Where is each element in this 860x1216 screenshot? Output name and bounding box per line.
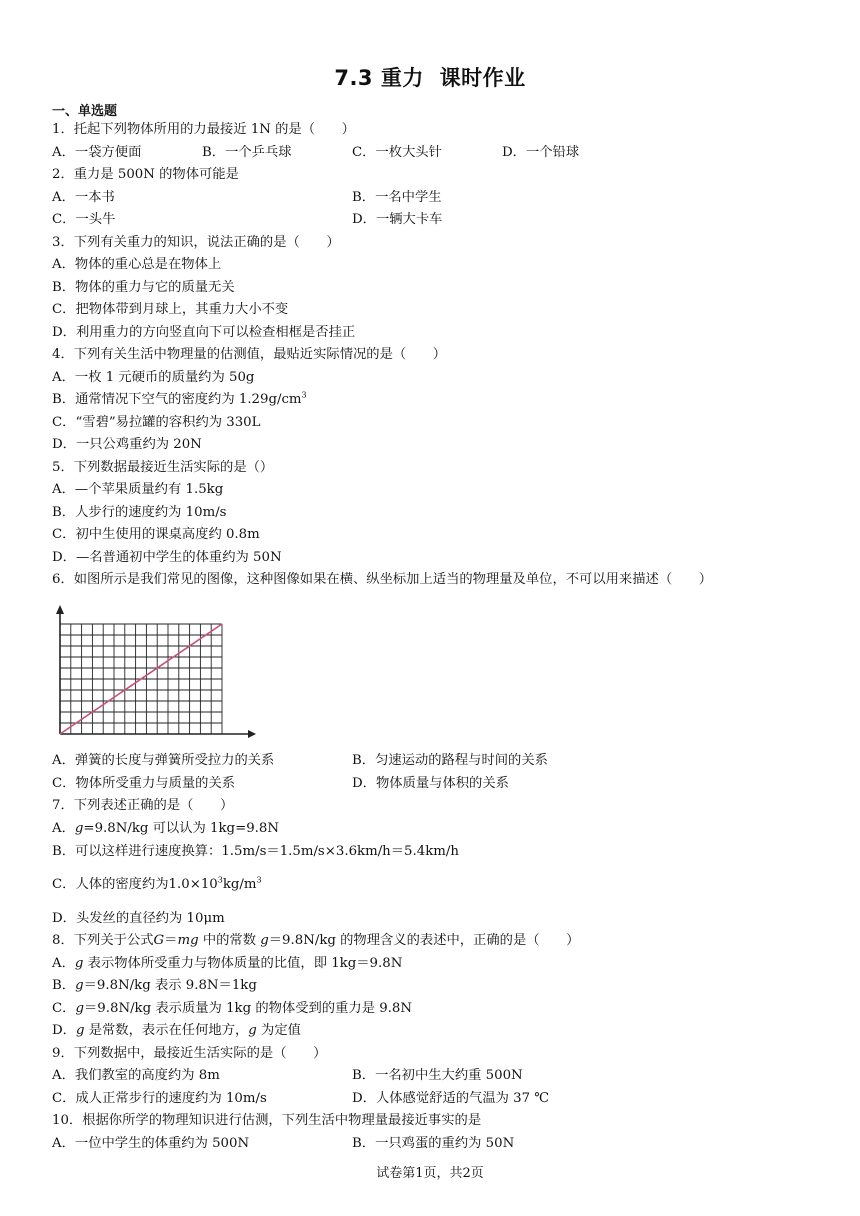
q6-option-a: A．弹簧的长度与弹簧所受拉力的关系 (52, 753, 275, 768)
q4-option-b-exponent: 3 (301, 390, 307, 400)
q8-option-d-g: g (75, 1023, 85, 1038)
q7-stem: 7．下列表述正确的是（ ） (52, 798, 234, 813)
q1-option-c: C．一枚大头针 (352, 145, 442, 160)
q6-option-b: B．匀速运动的路程与时间的关系 (352, 753, 548, 768)
title-subtitle: 课时作业 (439, 66, 526, 90)
q2-stem: 2．重力是 500N 的物体可能是 (52, 167, 239, 182)
q7-option-a-text: =9.8N/kg 可以认为 1kg=9.8N (83, 821, 279, 836)
q4-option-d: D．一只公鸡重约为 20N (52, 437, 202, 452)
q6-option-d: D．物体质量与体积的关系 (352, 776, 509, 791)
q8-option-d-end: 为定值 (256, 1023, 301, 1038)
q3-option-b: B．物体的重力与它的质量无关 (52, 280, 235, 295)
q7-option-a-g: g (74, 821, 84, 836)
q8-option-c-g: g (75, 1001, 84, 1016)
q8-option-b-g: g (75, 978, 84, 993)
q7-option-c-unit-exponent: 3 (256, 875, 262, 885)
q8-option-b-text: ＝9.8N/kg 表示 9.8N＝1kg (83, 978, 257, 993)
q10-stem: 10．根据你所学的物理知识进行估测，下列生活中物理量最接近事实的是 (52, 1113, 482, 1128)
page-title (0, 62, 860, 92)
q4-option-c: C．“雪碧”易拉罐的容积约为 330L (52, 415, 261, 430)
q8-formula-eq: ＝ (164, 933, 178, 948)
q5-option-d: D．—名普通初中学生的体重约为 50N (52, 550, 282, 565)
q7-option-a (52, 820, 279, 838)
q5-option-a: A．—个苹果质量约有 1.5kg (52, 482, 224, 497)
q8-option-a-text: 表示物体所受重力与物体质量的比值，即 1kg＝9.8N (83, 956, 403, 971)
q6-option-c: C．物体所受重力与质量的关系 (52, 776, 236, 791)
q3-option-d: D．利用重力的方向竖直向下可以检查相框是否挂正 (52, 325, 356, 340)
q1-option-a: A．一袋方便面 (52, 145, 142, 160)
q10-option-b: B．一只鸡蛋的重约为 50N (352, 1136, 515, 1151)
title-chapter: 7.3 重力 (334, 66, 424, 90)
q8-option-c-text: ＝9.8N/kg 表示质量为 1kg 的物体受到的重力是 9.8N (84, 1001, 413, 1016)
q7-option-c-text: C．人体的密度约为1.0×10 (52, 877, 218, 892)
q3-option-a: A．物体的重心总是在物体上 (52, 257, 222, 272)
q2-option-d: D．一辆大卡车 (352, 212, 443, 227)
q8-option-b (52, 977, 257, 995)
q4-option-a: A．一枚 1 元硬币的质量约为 50g (52, 370, 255, 385)
q8-formula-mg: mg (177, 933, 199, 948)
q8-option-b-label: B． (52, 978, 76, 993)
q8-stem-mid: 中的常数 (198, 933, 261, 948)
linear-graph-figure (48, 604, 258, 744)
q9-option-a: A．我们教室的高度约为 8m (52, 1068, 220, 1083)
q8-stem-end: ＝9.8N/kg 的物理含义的表述中，正确的是（ ） (268, 933, 580, 948)
q9-option-d: D．人体感觉舒适的气温为 37 ℃ (352, 1091, 550, 1106)
q8-option-d (52, 1022, 301, 1040)
q8-option-d-g2: g (248, 1023, 257, 1038)
q1-stem: 1．托起下列物体所用的力最接近 1N 的是（ ） (52, 122, 355, 137)
q8-option-d-label: D． (52, 1023, 76, 1038)
q9-option-b: B．一名初中生大约重 500N (352, 1068, 523, 1083)
q9-option-c: C．成人正常步行的速度约为 10m/s (52, 1091, 267, 1106)
q7-option-c-unit: kg/m (222, 877, 257, 892)
q9-stem: 9．下列数据中，最接近生活实际的是（ ） (52, 1046, 327, 1061)
q2-option-a: A．一本书 (52, 190, 115, 205)
q4-option-b-text: B．通常情况下空气的密度约为 1.29g/cm (52, 392, 302, 407)
q7-option-a-label: A． (52, 821, 75, 836)
q8-option-a-label: A． (52, 956, 75, 971)
page-footer: 试卷第1页，共2页 (376, 1166, 484, 1181)
q8-option-d-mid: 是常数，表示在任何地方， (84, 1023, 249, 1038)
q5-stem: 5．下列数据最接近生活实际的是（） (52, 460, 274, 475)
q7-option-b: B．可以这样进行速度换算：1.5m/s＝1.5m/s×3.6km/h＝5.4km/h (52, 844, 459, 859)
q4-option-b (52, 391, 307, 409)
section-heading: 一、单选题 (52, 104, 118, 119)
q5-option-c: C．初中生使用的课桌高度约 0.8m (52, 527, 260, 542)
q8-formula-G: G (153, 933, 165, 948)
q10-option-a: A．一位中学生的体重约为 500N (52, 1136, 250, 1151)
q1-option-d: D．一个铅球 (502, 145, 580, 160)
q8-stem-g: g (260, 933, 269, 948)
q2-option-b: B．一名中学生 (352, 190, 442, 205)
q5-option-b: B．人步行的速度约为 10m/s (52, 505, 227, 520)
q7-option-c (52, 876, 262, 894)
q7-option-d: D．头发丝的直径约为 10μm (52, 911, 225, 926)
q7-option-c-exponent: 3 (217, 875, 223, 885)
q8-stem (52, 932, 579, 950)
q8-option-c-label: C． (52, 1001, 76, 1016)
q4-stem: 4．下列有关生活中物理量的估测值，最贴近实际情况的是（ ） (52, 347, 447, 362)
q6-stem: 6．如图所示是我们常见的图像，这种图像如果在横、纵坐标加上适当的物理量及单位，不可以用来描述（ ） (52, 572, 713, 587)
x-axis-arrow-icon (248, 730, 256, 738)
q2-option-c: C．一头牛 (52, 212, 116, 227)
q8-option-c (52, 1000, 412, 1018)
q8-option-a-g: g (74, 956, 84, 971)
q8-option-a (52, 955, 402, 973)
q3-option-c: C．把物体带到月球上，其重力大小不变 (52, 302, 289, 317)
y-axis-arrow-icon (56, 605, 64, 614)
q1-option-b: B．一个乒乓球 (202, 145, 292, 160)
q8-stem-start: 8．下列关于公式 (52, 933, 154, 948)
q3-stem: 3．下列有关重力的知识，说法正确的是（ ） (52, 235, 340, 250)
